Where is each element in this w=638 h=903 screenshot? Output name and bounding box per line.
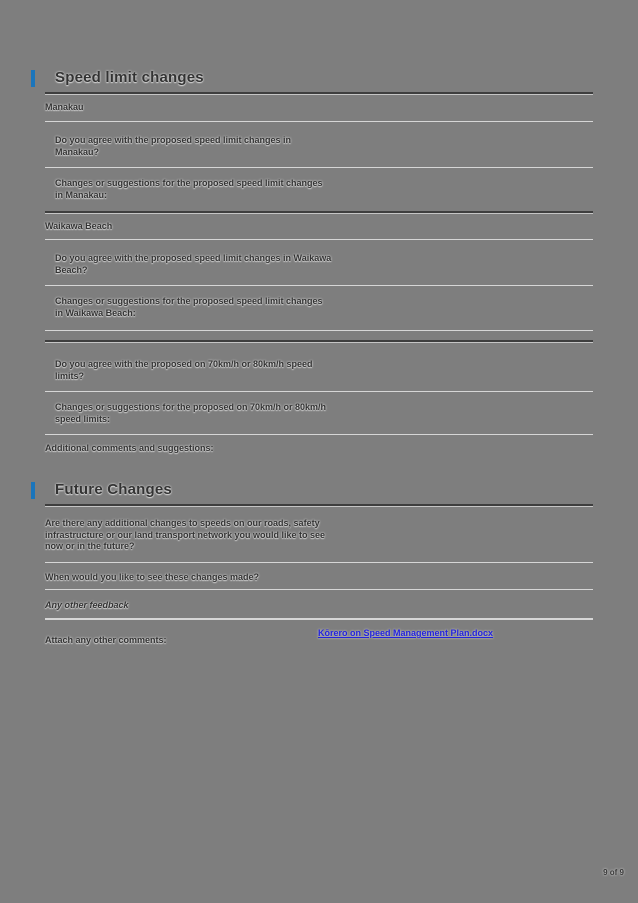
heading-accent-bar: [31, 70, 35, 87]
question-row-manakau-agree: [45, 122, 593, 168]
question-text: Any other feedback: [45, 600, 129, 610]
question-text: When would you like to see these changes made?: [45, 572, 260, 582]
group-label-text: Manakau: [45, 102, 84, 112]
question-row-future-when: [45, 563, 593, 590]
question-row-manakau-changes: [45, 168, 593, 213]
group-label-empty: [45, 331, 593, 342]
question-row-7080-agree: [45, 342, 593, 392]
question-text: Do you agree with the proposed speed limit changes in Manakau?: [55, 135, 292, 157]
question-row-waikawa-changes: [45, 286, 593, 331]
section-title: Future Changes: [55, 481, 172, 498]
group-label-text: Waikawa Beach: [45, 221, 113, 231]
question-text: Are there any additional changes to speeds on our roads, safety infrastructure or our land transport network you would like to see now or in the future?: [45, 518, 326, 551]
attach-comments-label: Attach any other comments:: [45, 635, 167, 645]
question-row-waikawa-agree: [45, 240, 593, 286]
attach-comments-row: [45, 620, 593, 660]
group-label-waikawa-beach: [45, 213, 593, 240]
group-label-manakau: [45, 94, 593, 122]
question-row-7080-changes: [45, 392, 593, 435]
question-text: Do you agree with the proposed speed limit changes in Waikawa Beach?: [55, 253, 332, 275]
question-text: Do you agree with the proposed on 70km/h or 80km/h speed limits?: [55, 359, 313, 381]
additional-comments-label: Additional comments and suggestions:: [45, 443, 214, 453]
attachment-link[interactable]: Kōrero on Speed Management Plan.docx: [318, 628, 494, 638]
question-text: Changes or suggestions for the proposed speed limit changes in Manakau:: [55, 178, 323, 200]
page-number-indicator: 9 of 9: [603, 868, 624, 877]
question-text: Changes or suggestions for the proposed on 70km/h or 80km/h speed limits:: [55, 402, 327, 424]
question-text: Changes or suggestions for the proposed speed limit changes in Waikawa Beach:: [55, 296, 323, 318]
section-heading-speed-limit-changes: [45, 68, 593, 88]
question-row-future-intro: [45, 506, 593, 563]
section-title: Speed limit changes: [55, 69, 204, 86]
question-row-other-feedback: [45, 590, 593, 620]
heading-accent-bar: [31, 482, 35, 499]
section-heading-future-changes: [45, 480, 593, 500]
